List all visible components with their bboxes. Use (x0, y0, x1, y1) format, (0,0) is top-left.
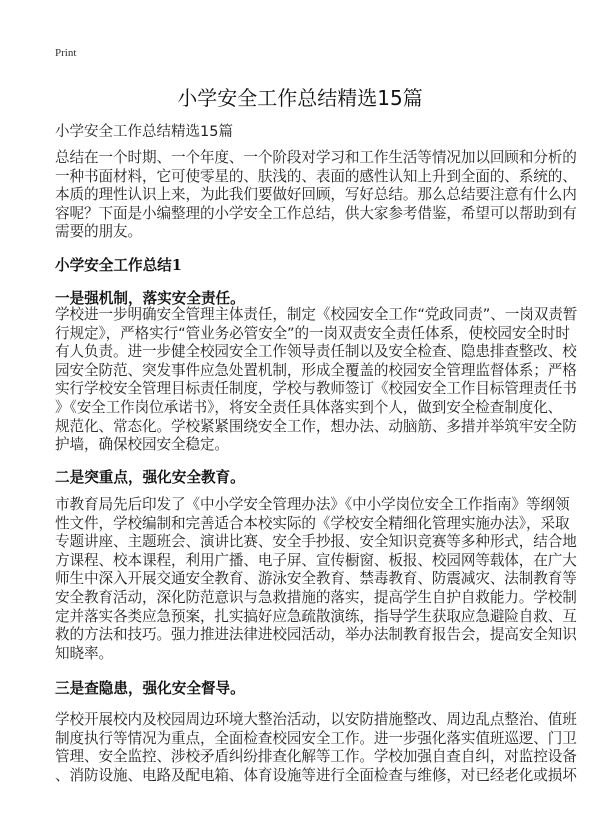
subtitle: 小学安全工作总结精选15篇 (55, 124, 233, 140)
text-line: 容呢？下面是小编整理的小学安全工作总结，供大家参考借鉴，希望可以帮助到有 (55, 204, 577, 222)
text-line: 制度执行等情况为重点，全面检查校园安全工作。进一步强化落实值班巡逻、门卫 (55, 729, 577, 747)
text-line: 学校进一步明确安全管理主体责任，制定《校园安全工作“党政同责”、一岗双责暂 (55, 306, 578, 323)
paragraph-1 (55, 306, 577, 455)
paragraph-2 (55, 496, 577, 663)
section-heading: 小学安全工作总结1 (55, 257, 182, 274)
text-line: 市教育局先后印发了《中小学安全管理办法》《中小学岗位安全工作指南》等纲领 (55, 496, 570, 513)
text-line: 性文件，学校编制和完善适合本校实际的《学校安全精细化管理实施办法》，采取 (55, 514, 570, 532)
subsection-heading-3: 三是查隐患，强化安全督导。 (55, 680, 245, 697)
text-line: 实行学校安全管理目标责任制度，学校与教师签订《校园安全工作目标管理责任书 (55, 380, 577, 398)
text-line: 方课程、校本课程，利用广播、电子屏、宣传橱窗、板报、校园网等载体，在广大 (55, 551, 577, 569)
text-line: 总结在一个时期、一个年度、一个阶段对学习和工作生活等情况加以回顾和分析的 (55, 149, 577, 166)
page-title: 小学安全工作总结精选15篇 (177, 86, 423, 110)
text-line: 救的方法和技巧。强力推进法律进校园活动，举办法制教育报告会，提高安全知识 (55, 626, 577, 644)
text-line: 规范化、常态化。学校紧紧围绕安全工作，想办法、动脑筋、多措并举筑牢安全防 (55, 417, 577, 435)
text-line: 定并落实各类应急预案，扎实搞好应急疏散演练，指导学生获取应急避险自救、互 (55, 607, 577, 625)
text-line: 管理、安全监控、涉校矛盾纠纷排查化解等工作。学校加强自查自纠，对监控设备 (55, 748, 577, 766)
text-line: 知晓率。 (55, 644, 113, 662)
text-line: 本质的理性认识上来，为此我们要做好回顾，写好总结。那么总结要注意有什么内 (55, 186, 577, 204)
text-line: 园安全防范、突发事件应急处置机制，形成全覆盖的校园安全管理监督体系；严格 (55, 361, 577, 379)
text-line: 行规定》，严格实行“管业务必管安全”的一岗双责安全责任体系，使校园安全时时 (55, 324, 570, 342)
text-line: 、消防设施、电路及配电箱、体育设施等进行全面检查与维修，对已经老化或损坏 (55, 766, 577, 784)
subsection-heading-1: 一是强机制，落实安全责任。 (55, 290, 245, 307)
text-line: 学校开展校内及校园周边环境大整治活动，以安防措施整改、周边乱点整治、值班 (55, 711, 577, 728)
text-line: 一种书面材料，它可使零星的、肤浅的、表面的感性认知上升到全面的、系统的、 (55, 167, 577, 185)
intro-paragraph (55, 149, 577, 242)
text-line: 专题讲座、主题班会、演讲比赛、安全手抄报、安全知识竞赛等多种形式，结合地 (55, 533, 577, 551)
text-line: 护墙，确保校园安全稳定。 (55, 436, 229, 454)
paragraph-3 (55, 711, 577, 785)
text-line: 有人负责。进一步健全校园安全工作领导责任制以及安全检查、隐患排查整改、校 (55, 343, 577, 361)
print-link[interactable]: Print (55, 47, 77, 59)
text-line: 》《安全工作岗位承诺书》，将安全责任具体落实到个人，做到安全检查制度化、 (55, 398, 563, 416)
subsection-heading-2: 二是突重点，强化安全教育。 (55, 469, 245, 486)
text-line: 需要的朋友。 (55, 223, 142, 241)
text-line: 安全教育活动，深化防范意识与急救措施的落实，提高学生自护自救能力。学校制 (55, 588, 577, 606)
text-line: 师生中深入开展交通安全教育、游泳安全教育、禁毒教育、防震减灾、法制教育等 (55, 570, 577, 588)
